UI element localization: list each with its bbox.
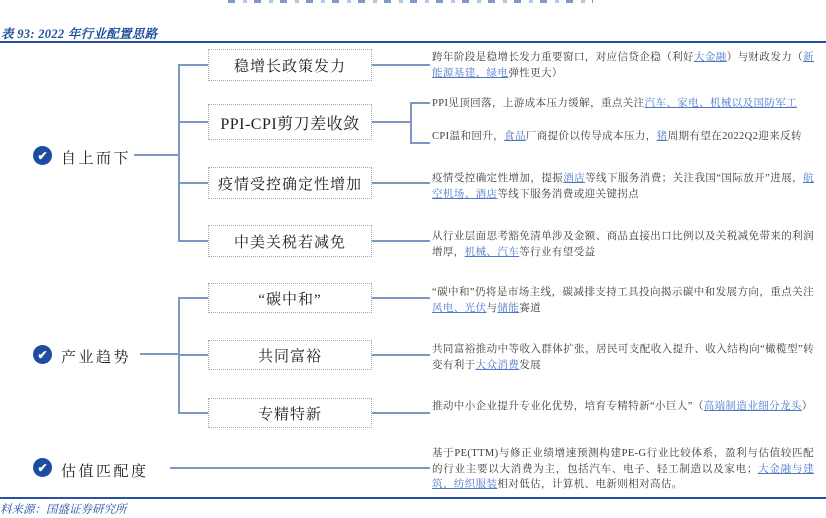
check-icon (33, 345, 52, 364)
desc-text: 共同富裕推动中等收入群体扩张，居民可支配收入提升、收入结构向“橄榄型”转变有利于 (432, 344, 814, 371)
connector (410, 142, 430, 144)
inline-link[interactable]: 新能源基建、绿电 (432, 52, 814, 79)
desc-text: 从行业层面思考豁免清单涉及金额、商品直接出口比例以及关税减免带来的利润增厚， (432, 231, 814, 258)
node-stable-growth: 稳增长政策发力 (208, 49, 372, 81)
connector (372, 182, 430, 184)
section-label-top-down: 自上而下 (61, 151, 132, 167)
node-common-prosperity: 共同富裕 (208, 340, 372, 370)
desc-text: PPI见顶回落，上游成本压力缓解，重点关注 (432, 98, 645, 109)
check-glyph: ✔ (37, 460, 48, 475)
clipped-text-fragments (228, 0, 593, 3)
desc-text: 赛道 (519, 302, 542, 314)
desc-text: 等线下服务消费或迎关键拐点 (497, 188, 640, 200)
inline-link[interactable]: 大金融与建筑、纺织服装 (432, 463, 814, 490)
connector (178, 240, 208, 242)
desc-text: 基于PE(TTM)与修正业绩增速预测构建PE-G行业比较体系，盈利与估值较匹配的行业主要以大消费为主，包括汽车、电子、轻工制造以及家电； (432, 448, 814, 475)
connector (178, 64, 180, 242)
desc-text: 推动中小企业提升专业化优势，培育专精特新“小巨人”（ (432, 401, 704, 412)
inline-link[interactable]: 风电、光伏 (432, 302, 487, 314)
inline-link[interactable]: 航空机场、酒店 (432, 173, 814, 200)
connector (140, 353, 178, 355)
connector (372, 121, 410, 123)
desc-text: 疫情受控确定性增加，提振 (432, 173, 564, 184)
inline-link[interactable]: 酒店 (563, 173, 586, 184)
desc-pandemic-control (432, 171, 814, 202)
connector (178, 354, 208, 356)
connector (410, 102, 430, 104)
desc-text: 周期有望在2022Q2迎来反转 (667, 131, 802, 142)
node-little-giants: 专精特新 (208, 398, 372, 428)
connector (178, 64, 208, 66)
connector (372, 412, 430, 414)
desc-stable-growth (432, 50, 814, 81)
inline-link[interactable]: 机械、汽车 (464, 246, 520, 258)
top-rule (0, 41, 826, 43)
desc-text: ）与财政发力（ (726, 52, 804, 63)
desc-tariff-relief (432, 229, 814, 260)
connector (372, 297, 430, 299)
figure-source: 料来源：国盛证券研究所 (0, 504, 127, 516)
connector (178, 412, 208, 414)
node-pandemic-control: 疫情受控确定性增加 (208, 167, 372, 199)
desc-little-giants (432, 399, 814, 415)
check-glyph: ✔ (37, 347, 48, 362)
desc-text: “碳中和”仍将是市场主线，碳减排支持工具投向揭示碳中和发展方向，重点关注 (432, 287, 814, 298)
connector (134, 154, 178, 156)
desc-text: 等线下服务消费；关注我国“国际放开”进展， (585, 173, 804, 184)
desc-text: 发展 (519, 359, 542, 371)
node-carbon-neutral: “碳中和” (208, 283, 372, 313)
desc-text: 等行业有望受益 (519, 246, 596, 258)
node-ppi-cpi: PPI-CPI剪刀差收敛 (208, 104, 372, 140)
connector (410, 102, 412, 143)
desc-carbon-neutral (432, 285, 814, 316)
desc-valuation (432, 446, 814, 493)
desc-text: ） (801, 401, 813, 412)
connector (372, 354, 430, 356)
desc-text: 跨年阶段是稳增长发力重要窗口，对应信贷企稳（利好 (432, 52, 694, 63)
inline-link[interactable]: 高端制造业细分龙头 (703, 401, 802, 412)
bottom-rule (0, 497, 826, 499)
inline-link[interactable]: 储能 (497, 302, 520, 314)
inline-link[interactable]: 大众消费 (475, 359, 520, 371)
connector (372, 64, 430, 66)
connector (178, 182, 208, 184)
figure-title: 表 93: 2022 年行业配置思路 (1, 27, 158, 41)
connector (178, 121, 208, 123)
inline-link[interactable]: 猪 (656, 131, 668, 142)
inline-link[interactable]: 汽车、家电、机械以及国防军工 (644, 98, 798, 109)
connector (170, 467, 430, 469)
section-label-industry-trend: 产业趋势 (61, 350, 132, 366)
desc-text: CPI温和回升， (432, 131, 505, 142)
desc-text: 相对低估，计算机、电新则相对高估。 (497, 479, 683, 490)
desc-cpi (432, 129, 814, 145)
check-icon (33, 146, 52, 165)
connector (372, 240, 430, 242)
inline-link[interactable]: 大金融 (693, 52, 727, 63)
check-icon (33, 458, 52, 477)
desc-common-prosperity (432, 342, 814, 373)
section-label-valuation: 估值匹配度 (61, 464, 149, 480)
desc-text: 与 (486, 302, 498, 314)
inline-link[interactable]: 食品 (504, 131, 526, 142)
node-tariff-relief: 中美关税若减免 (208, 225, 372, 257)
desc-text: 弹性更大） (508, 67, 563, 79)
desc-text: 厂商提价以传导成本压力， (525, 131, 657, 142)
connector (178, 297, 208, 299)
desc-ppi (432, 96, 814, 112)
check-glyph: ✔ (37, 148, 48, 163)
